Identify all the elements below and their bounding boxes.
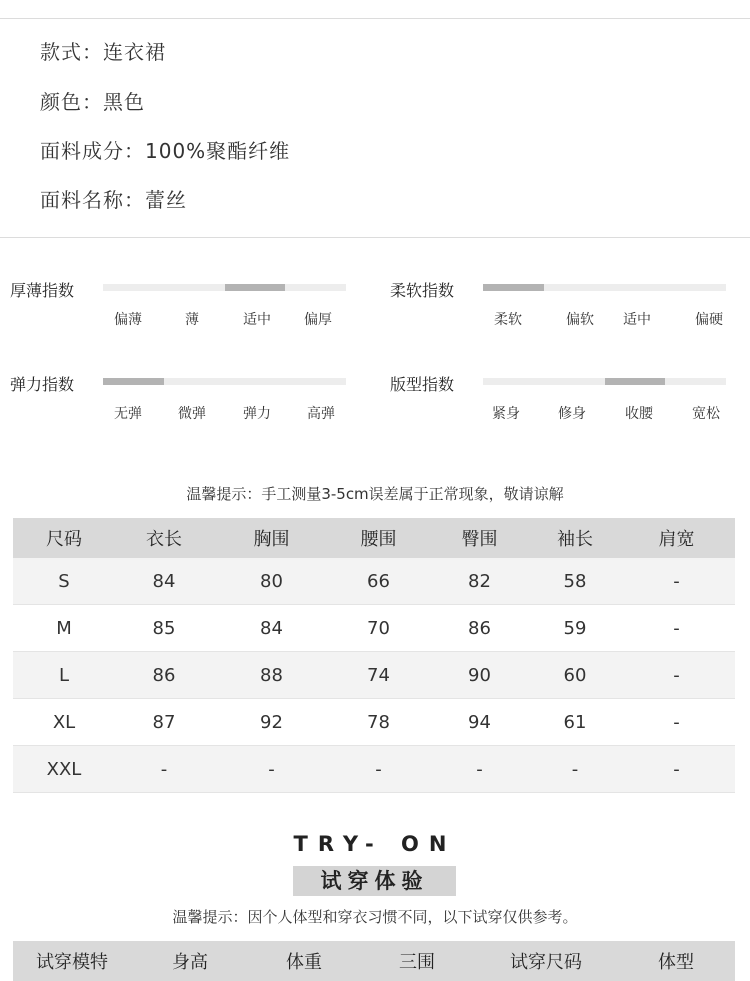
table-cell: 85 <box>152 617 176 639</box>
index-track <box>103 284 346 291</box>
table-cell: 66 <box>367 570 390 592</box>
index-title: 柔软指数 <box>390 281 455 300</box>
index-track <box>483 378 726 385</box>
try-on-title: TRY- ON <box>293 832 457 856</box>
size-table-body <box>13 558 735 793</box>
table-cell: 84 <box>152 570 176 592</box>
size-col-header: 尺码 <box>46 529 82 550</box>
table-row <box>13 558 735 605</box>
size-col-header: 腰围 <box>360 529 397 550</box>
table-cell: - <box>375 758 382 780</box>
attr-color: 颜色：黑色 <box>40 90 145 114</box>
table-cell: 59 <box>563 617 587 639</box>
top-divider <box>0 18 750 19</box>
index-level: 宽松 <box>692 406 720 422</box>
index-track <box>483 284 726 291</box>
table-cell: - <box>160 758 168 780</box>
try-col-header: 体型 <box>658 952 694 973</box>
table-cell: 92 <box>260 711 283 733</box>
table-cell: - <box>673 758 680 780</box>
try-on-note: 温馨提示：因个人体型和穿衣习惯不同，以下试穿仅供参考。 <box>172 908 578 926</box>
table-cell: M <box>56 617 72 639</box>
size-col-header: 袖长 <box>557 529 593 550</box>
table-cell: XXL <box>46 758 82 780</box>
table-cell: 86 <box>152 664 176 686</box>
table-cell: 86 <box>468 617 491 639</box>
table-cell: 87 <box>152 711 176 733</box>
table-cell: XL <box>52 711 76 733</box>
try-col-header: 试穿模特 <box>36 952 108 973</box>
try-col-header: 三围 <box>399 952 435 973</box>
try-col-header: 身高 <box>172 952 208 973</box>
index-indicator <box>225 284 286 291</box>
attr-fabric-name: 面料名称：蕾丝 <box>40 188 187 212</box>
table-cell: - <box>571 758 579 780</box>
index-level: 偏软 <box>566 312 594 328</box>
index-indicator <box>483 284 544 291</box>
index-title: 版型指数 <box>390 375 455 394</box>
table-cell: - <box>673 570 680 592</box>
table-cell: 74 <box>367 664 390 686</box>
try-on-table-header <box>13 941 735 981</box>
index-level: 柔软 <box>494 312 522 328</box>
table-cell: - <box>673 664 680 686</box>
size-note: 温馨提示：手工测量3-5cm误差属于正常现象，敬请谅解 <box>186 485 564 503</box>
index-track <box>103 378 346 385</box>
table-cell: S <box>58 570 70 592</box>
table-row <box>13 652 735 699</box>
table-row <box>13 605 735 652</box>
index-level: 弹力 <box>243 406 271 422</box>
table-cell: 78 <box>367 711 390 733</box>
table-row <box>13 746 735 793</box>
table-cell: - <box>673 711 680 733</box>
index-level: 薄 <box>185 312 199 328</box>
table-cell: 88 <box>260 664 283 686</box>
attr-style: 款式：连衣裙 <box>40 40 166 64</box>
index-indicator <box>103 378 164 385</box>
table-cell: 90 <box>468 664 491 686</box>
try-col-header: 体重 <box>286 952 322 973</box>
index-level: 高弹 <box>307 406 335 422</box>
attr-fabric-composition: 面料成分：100%聚酯纤维 <box>40 139 291 163</box>
table-cell: 60 <box>563 664 587 686</box>
size-table-header <box>13 518 735 558</box>
table-cell: 58 <box>563 570 587 592</box>
table-cell: - <box>268 758 275 780</box>
table-cell: 70 <box>367 617 390 639</box>
index-level: 适中 <box>243 312 271 328</box>
index-level: 偏硬 <box>695 312 723 328</box>
size-col-header: 衣长 <box>146 529 182 550</box>
try-on-subtitle: 试穿体验 <box>293 866 456 896</box>
table-cell: - <box>476 758 483 780</box>
table-cell: 80 <box>260 570 283 592</box>
index-level: 偏薄 <box>114 312 142 328</box>
index-title: 弹力指数 <box>10 375 75 394</box>
index-level: 偏厚 <box>304 312 332 328</box>
index-level: 修身 <box>558 406 586 422</box>
size-col-header: 肩宽 <box>658 529 695 550</box>
table-cell: 82 <box>468 570 491 592</box>
table-row <box>13 699 735 746</box>
size-col-header: 胸围 <box>253 529 290 550</box>
table-cell: L <box>58 664 70 686</box>
index-title: 厚薄指数 <box>10 281 75 300</box>
attributes-divider <box>0 237 750 238</box>
index-level: 适中 <box>623 312 651 328</box>
index-level: 紧身 <box>492 406 520 422</box>
table-cell: 84 <box>260 617 283 639</box>
table-cell: 61 <box>563 711 587 733</box>
index-indicator <box>605 378 666 385</box>
size-table <box>13 518 735 793</box>
size-col-header: 臀围 <box>461 529 498 550</box>
table-cell: 94 <box>468 711 491 733</box>
try-col-header: 试穿尺码 <box>510 952 582 973</box>
index-level: 微弹 <box>178 406 206 422</box>
index-level: 收腰 <box>625 406 653 422</box>
index-level: 无弹 <box>114 406 142 422</box>
table-cell: - <box>673 617 680 639</box>
